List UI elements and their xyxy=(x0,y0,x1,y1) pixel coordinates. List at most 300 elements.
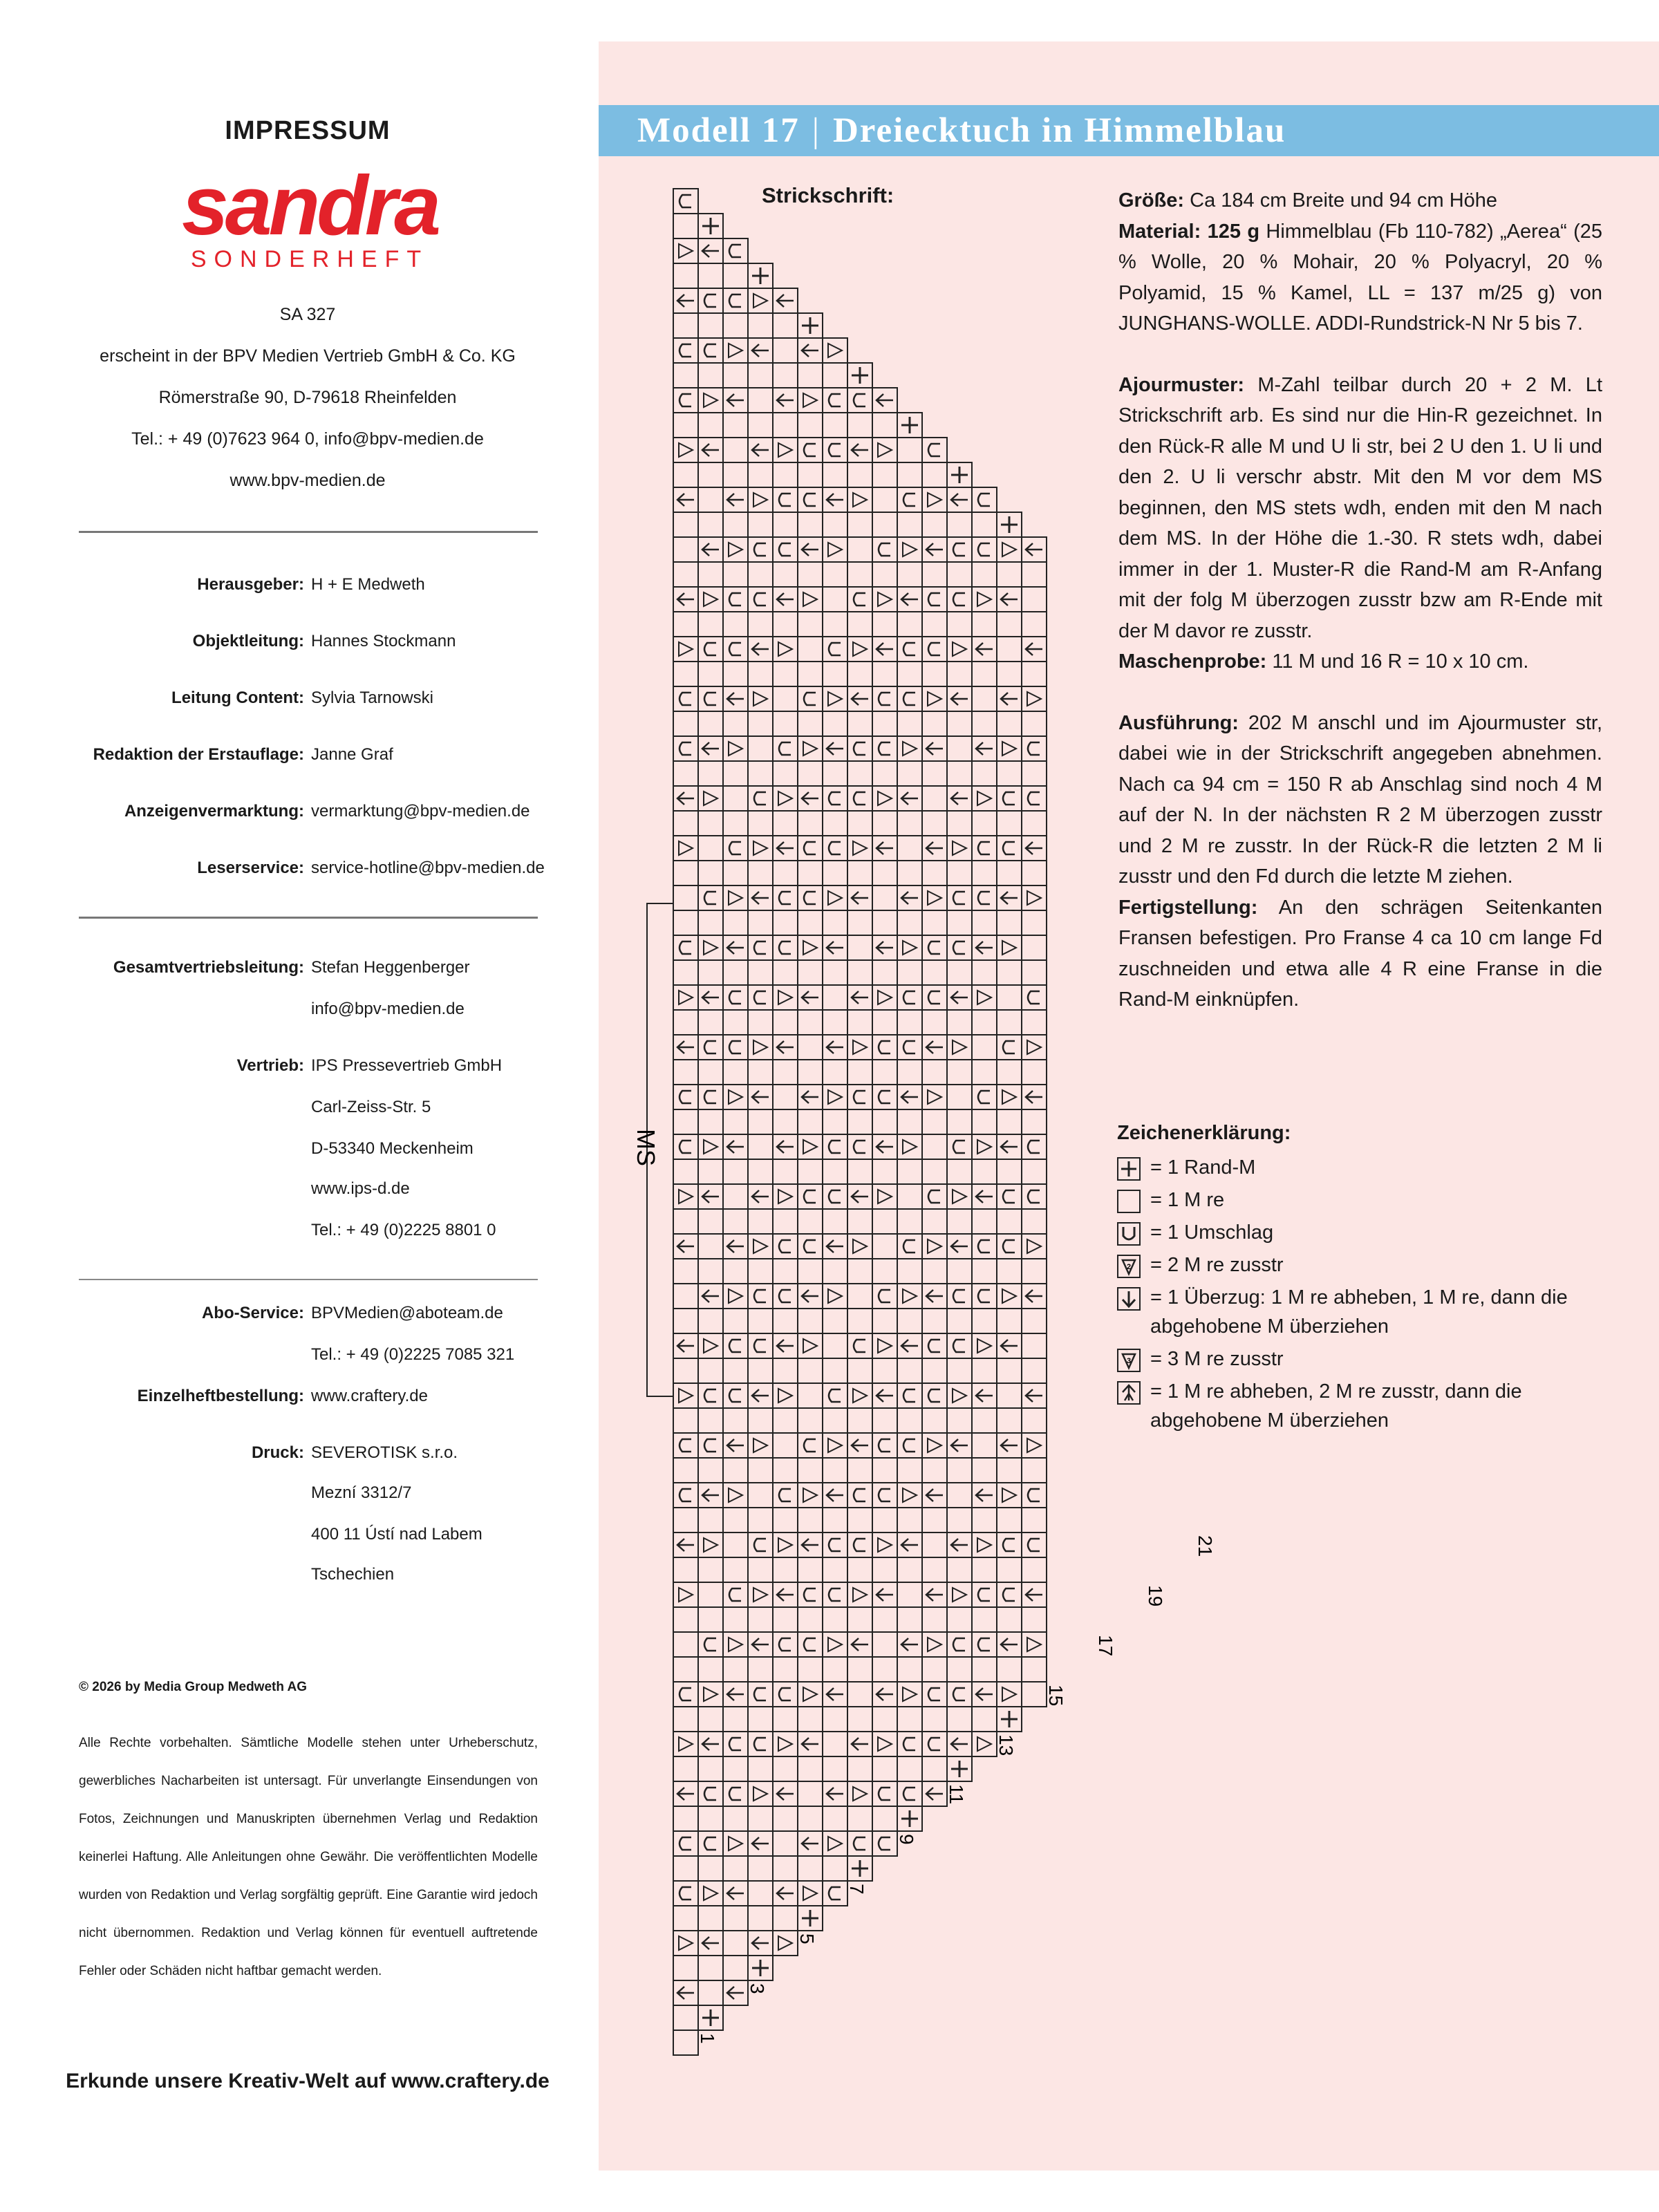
chart-cell xyxy=(798,861,823,885)
chart-cell xyxy=(1022,786,1047,811)
k2tog-mark xyxy=(704,1538,718,1552)
chart-cell xyxy=(847,1209,872,1234)
chart-cell xyxy=(947,1483,972,1508)
k2tog-mark xyxy=(853,1040,867,1054)
chart-cell xyxy=(748,1906,773,1931)
yarn-over-mark xyxy=(1003,1240,1015,1253)
chart-cell xyxy=(972,1657,997,1682)
chart-cell xyxy=(698,1060,723,1085)
k2tog-mark xyxy=(1002,543,1016,556)
chart-cell xyxy=(748,537,773,562)
chart-cell xyxy=(698,288,723,313)
yarn-over-mark xyxy=(829,1539,841,1551)
chart-cell xyxy=(723,786,748,811)
ssk-mark xyxy=(1026,1588,1042,1601)
chart-cell xyxy=(798,1209,823,1234)
chart-cell xyxy=(773,910,798,935)
ssk-mark xyxy=(1026,842,1042,854)
chart-cell xyxy=(698,1259,723,1284)
chart-cell xyxy=(673,263,698,288)
ssk-mark xyxy=(827,1688,843,1700)
ssk-mark xyxy=(802,1738,818,1750)
ssk-mark xyxy=(1001,593,1018,606)
chart-cell xyxy=(1022,1657,1047,1682)
issue-number: SA 327 xyxy=(279,305,336,324)
k2tog-mark xyxy=(828,1090,842,1104)
yarn-over-mark xyxy=(928,643,940,655)
ssk-mark xyxy=(752,1091,769,1103)
ssk-mark xyxy=(752,643,769,655)
chart-cell xyxy=(773,1010,798,1035)
chart-cell xyxy=(997,711,1022,736)
legend-item xyxy=(1117,1185,1629,1215)
chart-cell xyxy=(847,1035,872,1060)
chart-cell xyxy=(947,1458,972,1483)
chart-cell xyxy=(997,1209,1022,1234)
ssk-mark xyxy=(677,792,694,805)
edge-stitch-mark xyxy=(951,1761,968,1777)
k2tog-mark xyxy=(778,1389,792,1403)
print-label: Druck: xyxy=(251,1443,304,1462)
chart-cell xyxy=(773,512,798,537)
chart-cell xyxy=(773,1931,798,1956)
chart-cell xyxy=(872,537,897,562)
chart-cell xyxy=(922,761,947,786)
chart-cell xyxy=(947,1358,972,1383)
chart-cell xyxy=(673,1682,698,1707)
ssk-mark xyxy=(802,792,818,805)
chart-cell xyxy=(698,1433,723,1458)
chart-cell xyxy=(847,1010,872,1035)
chart-cell xyxy=(748,662,773,686)
yarn-over-mark xyxy=(854,1489,865,1501)
chart-cell xyxy=(897,662,922,686)
yarn-over-mark xyxy=(928,1738,940,1750)
chart-cell xyxy=(748,1682,773,1707)
chart-cell xyxy=(947,1508,972,1533)
chart-cell xyxy=(847,1831,872,1856)
chart-cell xyxy=(823,338,847,363)
yarn-over-mark xyxy=(829,792,841,805)
chart-cell xyxy=(698,612,723,637)
yarn-over-mark xyxy=(854,792,865,805)
ssk-mark xyxy=(727,1887,744,1900)
chart-cell xyxy=(773,1607,798,1632)
ssk-mark xyxy=(752,1837,769,1850)
chart-cell xyxy=(997,1159,1022,1184)
chart-cell xyxy=(723,811,748,836)
chart-cell xyxy=(748,1533,773,1557)
chart-cell xyxy=(947,960,972,985)
chart-cell xyxy=(673,811,698,836)
ssk-mark xyxy=(926,1588,943,1601)
k2tog-mark xyxy=(903,742,917,756)
chart-cell xyxy=(922,1060,947,1085)
chart-cell xyxy=(872,1333,897,1358)
ssk-mark xyxy=(702,1190,719,1203)
chart-cell xyxy=(922,1109,947,1134)
chart-cell xyxy=(922,587,947,612)
chart-cell xyxy=(872,1358,897,1383)
chart-cell xyxy=(823,1508,847,1533)
chart-cell xyxy=(897,1383,922,1408)
pattern-panel xyxy=(599,41,1659,2171)
chart-cell xyxy=(748,1732,773,1756)
chart-cell xyxy=(947,1383,972,1408)
yarn-over-mark xyxy=(928,444,940,456)
chart-cell xyxy=(947,1333,972,1358)
chart-title: Strickschrift: xyxy=(762,183,894,207)
chart-cell xyxy=(897,1682,922,1707)
chart-cell xyxy=(723,1806,748,1831)
k2tog-mark xyxy=(977,991,991,1004)
chart-cell xyxy=(723,861,748,885)
chart-cell xyxy=(723,1333,748,1358)
chart-cell xyxy=(698,1085,723,1109)
chart-cell xyxy=(798,1159,823,1184)
chart-cell xyxy=(773,1831,798,1856)
chart-cell xyxy=(798,1109,823,1134)
chart-cell xyxy=(947,1682,972,1707)
chart-cell xyxy=(1022,861,1047,885)
chart-cell xyxy=(897,1209,922,1234)
chart-cell xyxy=(872,985,897,1010)
chart-cell xyxy=(698,1956,723,1980)
chart-cell xyxy=(823,587,847,612)
ssk-mark xyxy=(901,1638,918,1651)
k2tog-mark xyxy=(753,1040,767,1054)
k2tog-mark xyxy=(753,294,767,308)
chart-cell xyxy=(798,761,823,786)
k2tog-mark xyxy=(928,1090,941,1104)
chart-cell xyxy=(847,1259,872,1284)
k2tog-mark xyxy=(1027,891,1041,905)
k2tog-mark xyxy=(679,1737,693,1751)
chart-cell xyxy=(748,1060,773,1085)
chart-cell xyxy=(972,512,997,537)
chart-cell xyxy=(673,1309,698,1333)
chart-cell xyxy=(823,1383,847,1408)
chart-cell xyxy=(823,960,847,985)
k2tog-mark xyxy=(1027,1638,1041,1651)
chart-cell xyxy=(823,885,847,910)
ssk-mark xyxy=(852,1638,868,1651)
chart-cell xyxy=(673,736,698,761)
chart-cell xyxy=(798,1856,823,1881)
chart-cell xyxy=(897,910,922,935)
chart-cell xyxy=(673,1557,698,1582)
chart-cell xyxy=(698,1383,723,1408)
chart-cell xyxy=(723,1309,748,1333)
chart-cell xyxy=(922,885,947,910)
chart-cell xyxy=(673,1657,698,1682)
yarn-over-mark xyxy=(679,394,691,406)
chart-cell xyxy=(872,1632,897,1657)
chart-cell xyxy=(947,587,972,612)
chart-cell xyxy=(798,1632,823,1657)
chart-cell xyxy=(847,1508,872,1533)
chart-cell xyxy=(947,1259,972,1284)
chart-cell xyxy=(823,1209,847,1234)
chart-cell xyxy=(723,1383,748,1408)
yarn-over-mark xyxy=(928,1340,940,1352)
chart-cell xyxy=(773,1657,798,1682)
chart-cell xyxy=(823,1831,847,1856)
chart-cell xyxy=(698,413,723,438)
chart-cell xyxy=(1022,612,1047,637)
chart-cell xyxy=(798,612,823,637)
chart-cell xyxy=(872,1010,897,1035)
chart-cell xyxy=(748,1408,773,1433)
chart-cell xyxy=(847,1607,872,1632)
chart-cell xyxy=(872,1806,897,1831)
chart-cell xyxy=(947,1309,972,1333)
chart-cell xyxy=(847,537,872,562)
size-text: Ca 184 cm Breite und 94 cm Höhe xyxy=(1184,189,1498,212)
yarn-over-mark xyxy=(879,1091,890,1103)
chart-cell xyxy=(723,612,748,637)
chart-cell xyxy=(748,811,773,836)
k2tog-mark xyxy=(828,891,842,905)
yarn-over-mark xyxy=(879,693,890,705)
chart-cell xyxy=(997,786,1022,811)
ssk-mark xyxy=(727,1240,744,1253)
yarn-over-mark xyxy=(854,1141,865,1153)
yarn-over-mark xyxy=(754,1290,766,1302)
yarn-over-mark xyxy=(704,1439,716,1452)
chart-cell xyxy=(823,363,847,388)
k2tog-mark xyxy=(878,991,892,1004)
chart-cell xyxy=(798,1657,823,1682)
distribution-label: Gesamtvertriebsleitung: xyxy=(113,958,304,977)
chart-cell xyxy=(698,935,723,960)
chart-cell xyxy=(673,1856,698,1881)
row-number: 1 xyxy=(697,2033,718,2044)
chart-cell xyxy=(698,512,723,537)
k2tog-mark xyxy=(1002,1488,1016,1502)
chart-cell xyxy=(972,1209,997,1234)
chart-cell xyxy=(897,1159,922,1184)
ssk-mark xyxy=(877,643,893,655)
sandra-logo xyxy=(178,158,441,273)
yarn-over-mark xyxy=(978,543,990,556)
k2tog-mark xyxy=(704,791,718,805)
chart-cell xyxy=(1022,1682,1047,1707)
chart-cell xyxy=(773,960,798,985)
k2tog-icon xyxy=(1117,1255,1141,1278)
chart-cell xyxy=(872,1408,897,1433)
chart-cell xyxy=(698,711,723,736)
chart-cell xyxy=(947,1657,972,1682)
ssk-mark xyxy=(877,842,893,854)
chart-cell xyxy=(673,388,698,413)
chart-cell xyxy=(748,1309,773,1333)
k2tog-mark xyxy=(679,642,693,656)
chart-cell xyxy=(897,1732,922,1756)
chart-cell xyxy=(997,1060,1022,1085)
k2tog-mark xyxy=(1027,1438,1041,1452)
chart-cell xyxy=(698,662,723,686)
chart-cell xyxy=(972,587,997,612)
staff-label: Redaktion der Erstauflage: xyxy=(93,745,304,764)
chart-cell xyxy=(748,786,773,811)
chart-cell xyxy=(847,1309,872,1333)
chart-cell xyxy=(723,1533,748,1557)
ssk-mark xyxy=(802,344,818,357)
chart-cell xyxy=(723,1707,748,1732)
ssk-mark xyxy=(951,693,968,705)
ssk-mark xyxy=(951,1240,968,1253)
chart-cell xyxy=(922,1682,947,1707)
ssk-mark xyxy=(852,892,868,904)
chart-cell xyxy=(698,861,723,885)
chart-cell xyxy=(922,1508,947,1533)
chart-cell xyxy=(748,1881,773,1906)
yarn-over-mark xyxy=(1028,742,1040,755)
ssk-mark xyxy=(1026,643,1042,655)
ssk-mark xyxy=(1001,892,1018,904)
k2tog-mark xyxy=(903,543,917,556)
chart-cell xyxy=(823,1060,847,1085)
chart-cell xyxy=(872,487,897,512)
ssk-mark xyxy=(827,1788,843,1800)
svg-text:2: 2 xyxy=(1126,1263,1132,1271)
chart-cell xyxy=(847,1234,872,1259)
chart-cell xyxy=(947,736,972,761)
chart-cell xyxy=(723,313,748,338)
chart-cell xyxy=(698,1756,723,1781)
yarn-over-mark xyxy=(879,1439,890,1452)
row-number: 3 xyxy=(747,1983,768,1994)
ssk-mark xyxy=(901,792,918,805)
yarn-over-mark xyxy=(754,1688,766,1700)
chart-cell xyxy=(698,388,723,413)
k2tog-mark xyxy=(729,543,742,556)
ssk-mark xyxy=(702,991,719,1004)
chart-cell xyxy=(673,1956,698,1980)
chart-cell xyxy=(673,686,698,711)
chart-cell xyxy=(698,1533,723,1557)
yarn-over-mark xyxy=(729,593,741,606)
chart-cell xyxy=(698,637,723,662)
k2tog-mark xyxy=(729,1090,742,1104)
ssk-mark xyxy=(777,1887,794,1900)
chart-cell xyxy=(798,512,823,537)
chart-cell xyxy=(922,1756,947,1781)
chart-cell xyxy=(922,512,947,537)
chart-cell xyxy=(748,1333,773,1358)
chart-cell xyxy=(972,960,997,985)
chart-cell xyxy=(872,960,897,985)
k2tog-mark xyxy=(878,592,892,606)
chart-cell xyxy=(823,1134,847,1159)
chart-cell xyxy=(673,761,698,786)
ssk-mark xyxy=(702,245,719,257)
k2tog-mark xyxy=(778,443,792,457)
k2tog-mark xyxy=(928,1638,941,1651)
chart-cell xyxy=(748,313,773,338)
chart-cell xyxy=(748,1433,773,1458)
chart-cell xyxy=(823,612,847,637)
k2tog-mark xyxy=(828,1289,842,1303)
chart-cell xyxy=(698,910,723,935)
ssk-mark xyxy=(951,991,968,1004)
chart-cell xyxy=(897,736,922,761)
chart-cell xyxy=(698,1010,723,1035)
chart-cell xyxy=(723,1632,748,1657)
k2tog-mark xyxy=(679,841,693,855)
chart-cell xyxy=(748,1707,773,1732)
chart-cell xyxy=(997,861,1022,885)
k2tog-mark xyxy=(1027,1239,1041,1253)
chart-cell xyxy=(748,413,773,438)
chart-cell xyxy=(1022,1333,1047,1358)
chart-cell xyxy=(823,761,847,786)
chart-cell xyxy=(748,1159,773,1184)
yarn-over-mark xyxy=(729,294,741,307)
print-value: SEVEROTISK s.r.o. xyxy=(311,1443,458,1462)
chart-cell xyxy=(947,1284,972,1309)
ssk-mark xyxy=(827,1489,843,1501)
chart-cell xyxy=(798,1259,823,1284)
chart-cell xyxy=(748,686,773,711)
k2tog-mark xyxy=(1002,1090,1016,1104)
chart-cell xyxy=(823,1582,847,1607)
chart-cell xyxy=(673,1433,698,1458)
ssk-mark xyxy=(802,543,818,556)
yarn-over-mark xyxy=(829,444,841,456)
chart-cell xyxy=(823,1458,847,1483)
yarn-over-mark xyxy=(903,1788,915,1800)
yarn-over-mark xyxy=(928,1688,940,1700)
chart-cell xyxy=(723,662,748,686)
chart-cell xyxy=(798,388,823,413)
chart-cell xyxy=(773,1284,798,1309)
chart-cell xyxy=(847,1085,872,1109)
edge-stitch-mark xyxy=(901,1810,918,1827)
chart-cell xyxy=(922,1533,947,1557)
chart-cell xyxy=(798,363,823,388)
yarn-over-mark xyxy=(1003,1190,1015,1203)
chart-cell xyxy=(1022,562,1047,587)
chart-cell xyxy=(673,836,698,861)
chart-cell xyxy=(1022,910,1047,935)
chart-cell xyxy=(748,836,773,861)
chart-cell xyxy=(972,786,997,811)
k2tog-mark xyxy=(853,841,867,855)
yarn-over-mark xyxy=(978,1091,990,1103)
yarn-over-mark xyxy=(704,344,716,357)
chart-cell xyxy=(773,1557,798,1582)
chart-cell xyxy=(723,1010,748,1035)
chart-cell xyxy=(773,1358,798,1383)
chart-cell xyxy=(748,1557,773,1582)
print-value: Mezní 3312/7 xyxy=(311,1483,412,1502)
chart-cell xyxy=(847,512,872,537)
chart-cell xyxy=(698,487,723,512)
chart-cell xyxy=(872,1707,897,1732)
chart-cell xyxy=(748,736,773,761)
legend-text: = 2 M re zusstr xyxy=(1150,1254,1284,1276)
row-number: 11 xyxy=(946,1784,967,1805)
chart-cell xyxy=(698,811,723,836)
k2tog-mark xyxy=(778,1190,792,1203)
chart-cell xyxy=(997,1284,1022,1309)
chart-cell xyxy=(723,736,748,761)
chart-cell xyxy=(997,1010,1022,1035)
chart-cell xyxy=(997,1358,1022,1383)
distribution-value: D-53340 Meckenheim xyxy=(311,1139,474,1158)
